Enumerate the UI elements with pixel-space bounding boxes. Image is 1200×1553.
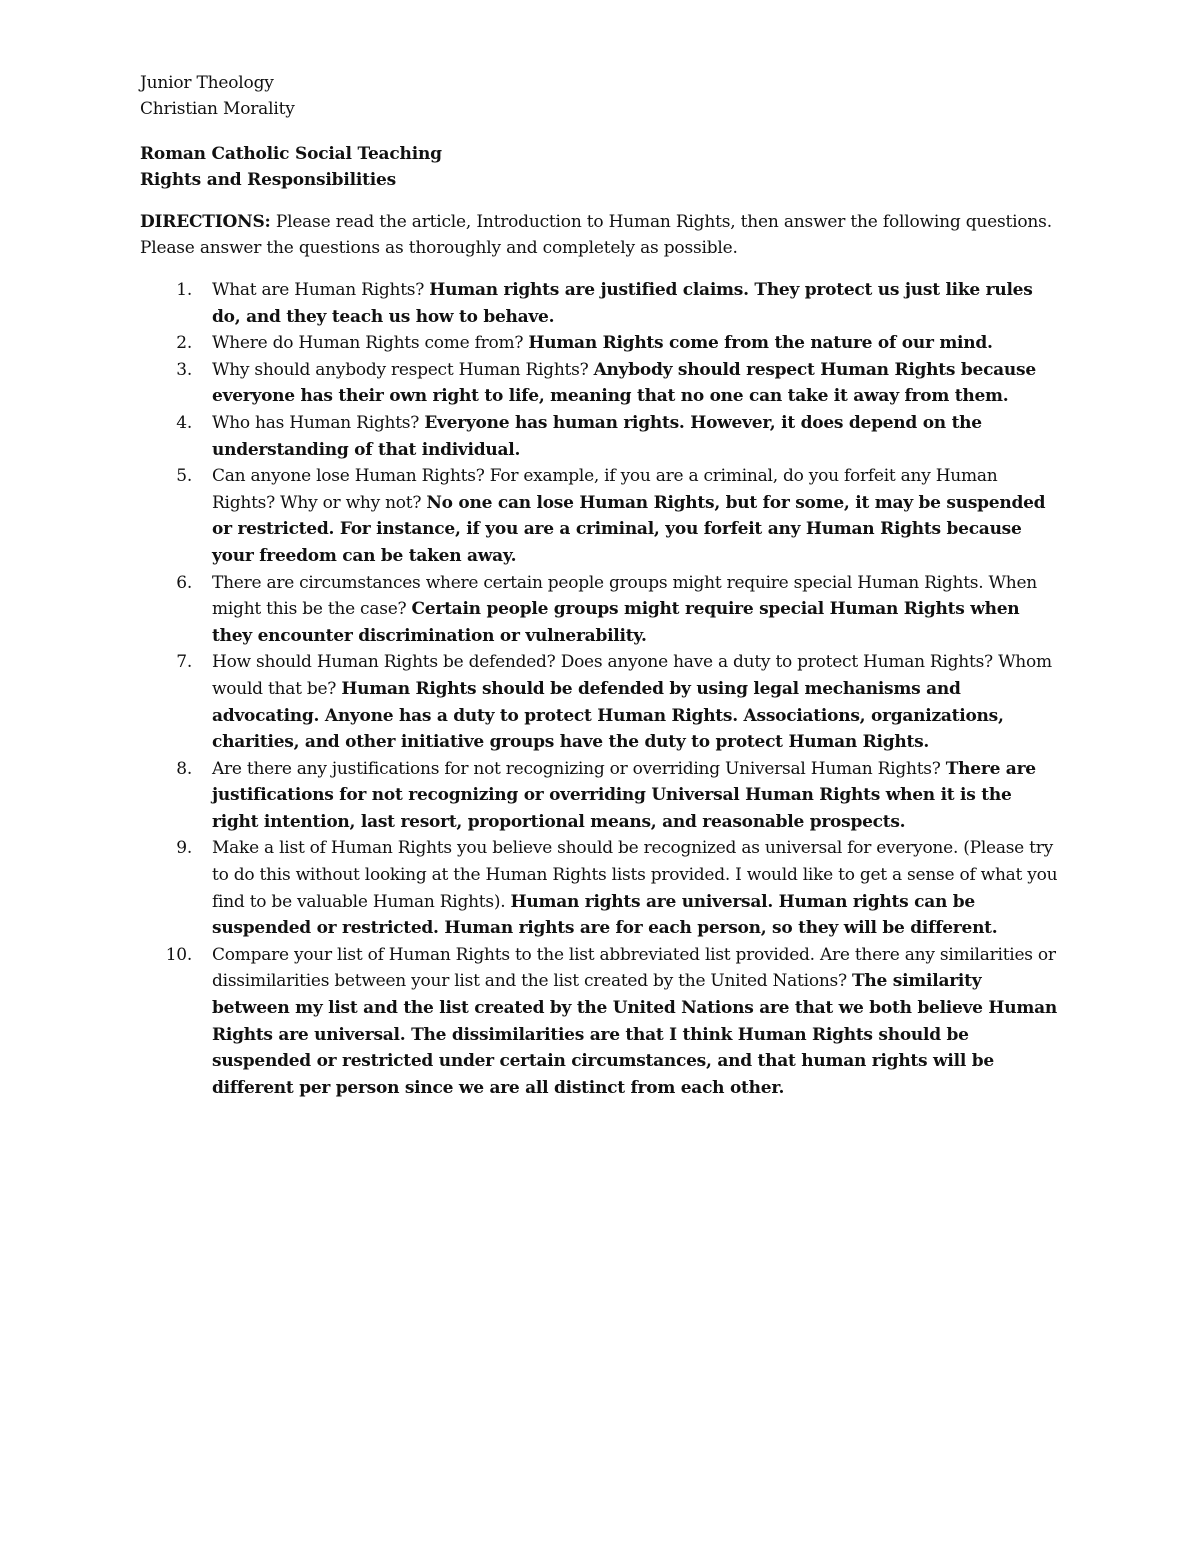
question-number: 9. <box>176 838 192 859</box>
question-item <box>140 410 1060 463</box>
question-number: 7. <box>176 652 192 673</box>
unit-name: Christian Morality <box>140 99 295 119</box>
question-list <box>140 277 1060 1101</box>
document-header <box>140 70 1060 122</box>
question-item <box>140 277 1060 330</box>
question-number: 6. <box>176 572 192 593</box>
question-number: 1. <box>176 280 192 300</box>
question-number: 4. <box>176 412 192 433</box>
document-title <box>140 141 1060 193</box>
question-item <box>140 942 1060 1102</box>
question-item <box>140 357 1060 410</box>
question-text: Who has Human Rights? <box>212 412 420 433</box>
question-text: Are there any justifications for not recognizing or overriding Universal Human Rights? <box>212 758 941 779</box>
directions-label: DIRECTIONS: <box>140 212 271 232</box>
question-item <box>140 835 1060 941</box>
directions-paragraph <box>140 209 1060 261</box>
question-number: 3. <box>176 359 192 380</box>
answer-text: Certain people groups might require special Human Rights when they encounter discrimination or vulnerability. <box>212 599 1020 646</box>
question-number: 5. <box>176 466 192 487</box>
question-text: What are Human Rights? <box>212 280 425 300</box>
question-text: Make a list of Human Rights you believe should be recognized as universal for everyone. (Please try to do this without looking at the Human Rights lists provided. I would like to get a sense of what you find to be valuable Human Rights). <box>212 838 1058 912</box>
answer-text: Human rights are universal. Human rights can be suspended or restricted. Human rights are for each person, so they will be different. <box>212 891 998 939</box>
answer-text: The similarity between my list and the list created by the United Nations are that we both believe Human Rights are universal. The dissimilarities are that I think Human Rights should be suspended or restricted under certain circumstances, and that human rights will be different per person since we are all distinct from each other. <box>212 971 1057 1098</box>
course-name: Junior Theology <box>140 73 274 93</box>
answer-text: Anybody should respect Human Rights because everyone has their own right to life, meaning that no one can take it away from them. <box>212 359 1036 407</box>
question-item <box>140 756 1060 836</box>
question-item <box>140 570 1060 650</box>
title-line-1: Roman Catholic Social Teaching <box>140 144 442 164</box>
question-number: 2. <box>176 333 192 354</box>
answer-text: Human Rights should be defended by using legal mechanisms and advocating. Anyone has a duty to protect Human Rights. Associations, organizations, charities, and other initiative groups have the duty to protect Human Rights. <box>212 678 1004 753</box>
title-line-2: Rights and Responsibilities <box>140 170 397 190</box>
question-text: Can anyone lose Human Rights? For example, if you are a criminal, do you forfeit any Human Rights? Why or why not? <box>212 466 998 513</box>
question-number: 10. <box>165 944 192 965</box>
question-text: Why should anybody respect Human Rights? <box>212 359 589 380</box>
question-text: There are circumstances where certain people groups might require special Human Rights. When might this be the case? <box>212 572 1037 620</box>
answer-text: Human rights are justified claims. They protect us just like rules do, and they teach us how to behave. <box>212 280 1033 327</box>
question-text: Where do Human Rights come from? <box>212 333 524 354</box>
answer-text: No one can lose Human Rights, but for some, it may be suspended or restricted. For instance, if you are a criminal, you forfeit any Human Rights because your freedom can be taken away. <box>212 492 1046 566</box>
document-page <box>140 70 1060 1101</box>
question-item <box>140 330 1060 357</box>
question-item <box>140 649 1060 755</box>
question-text: Compare your list of Human Rights to the list abbreviated list provided. Are there any similarities or dissimilarities between your list and the list created by the United Nations? <box>212 944 1056 992</box>
question-number: 8. <box>176 758 192 779</box>
directions-text: Please read the article, Introduction to Human Rights, then answer the following questions. Please answer the questions as thoroughly and completely as possible. <box>140 212 1052 258</box>
question-text: How should Human Rights be defended? Does anyone have a duty to protect Human Rights? Whom would that be? <box>212 652 1052 699</box>
answer-text: Human Rights come from the nature of our mind. <box>528 333 993 354</box>
answer-text: There are justifications for not recognizing or overriding Universal Human Rights when it is the right intention, last resort, proportional means, and reasonable prospects. <box>212 758 1036 832</box>
question-item <box>140 463 1060 569</box>
answer-text: Everyone has human rights. However, it does depend on the understanding of that individual. <box>212 412 982 460</box>
